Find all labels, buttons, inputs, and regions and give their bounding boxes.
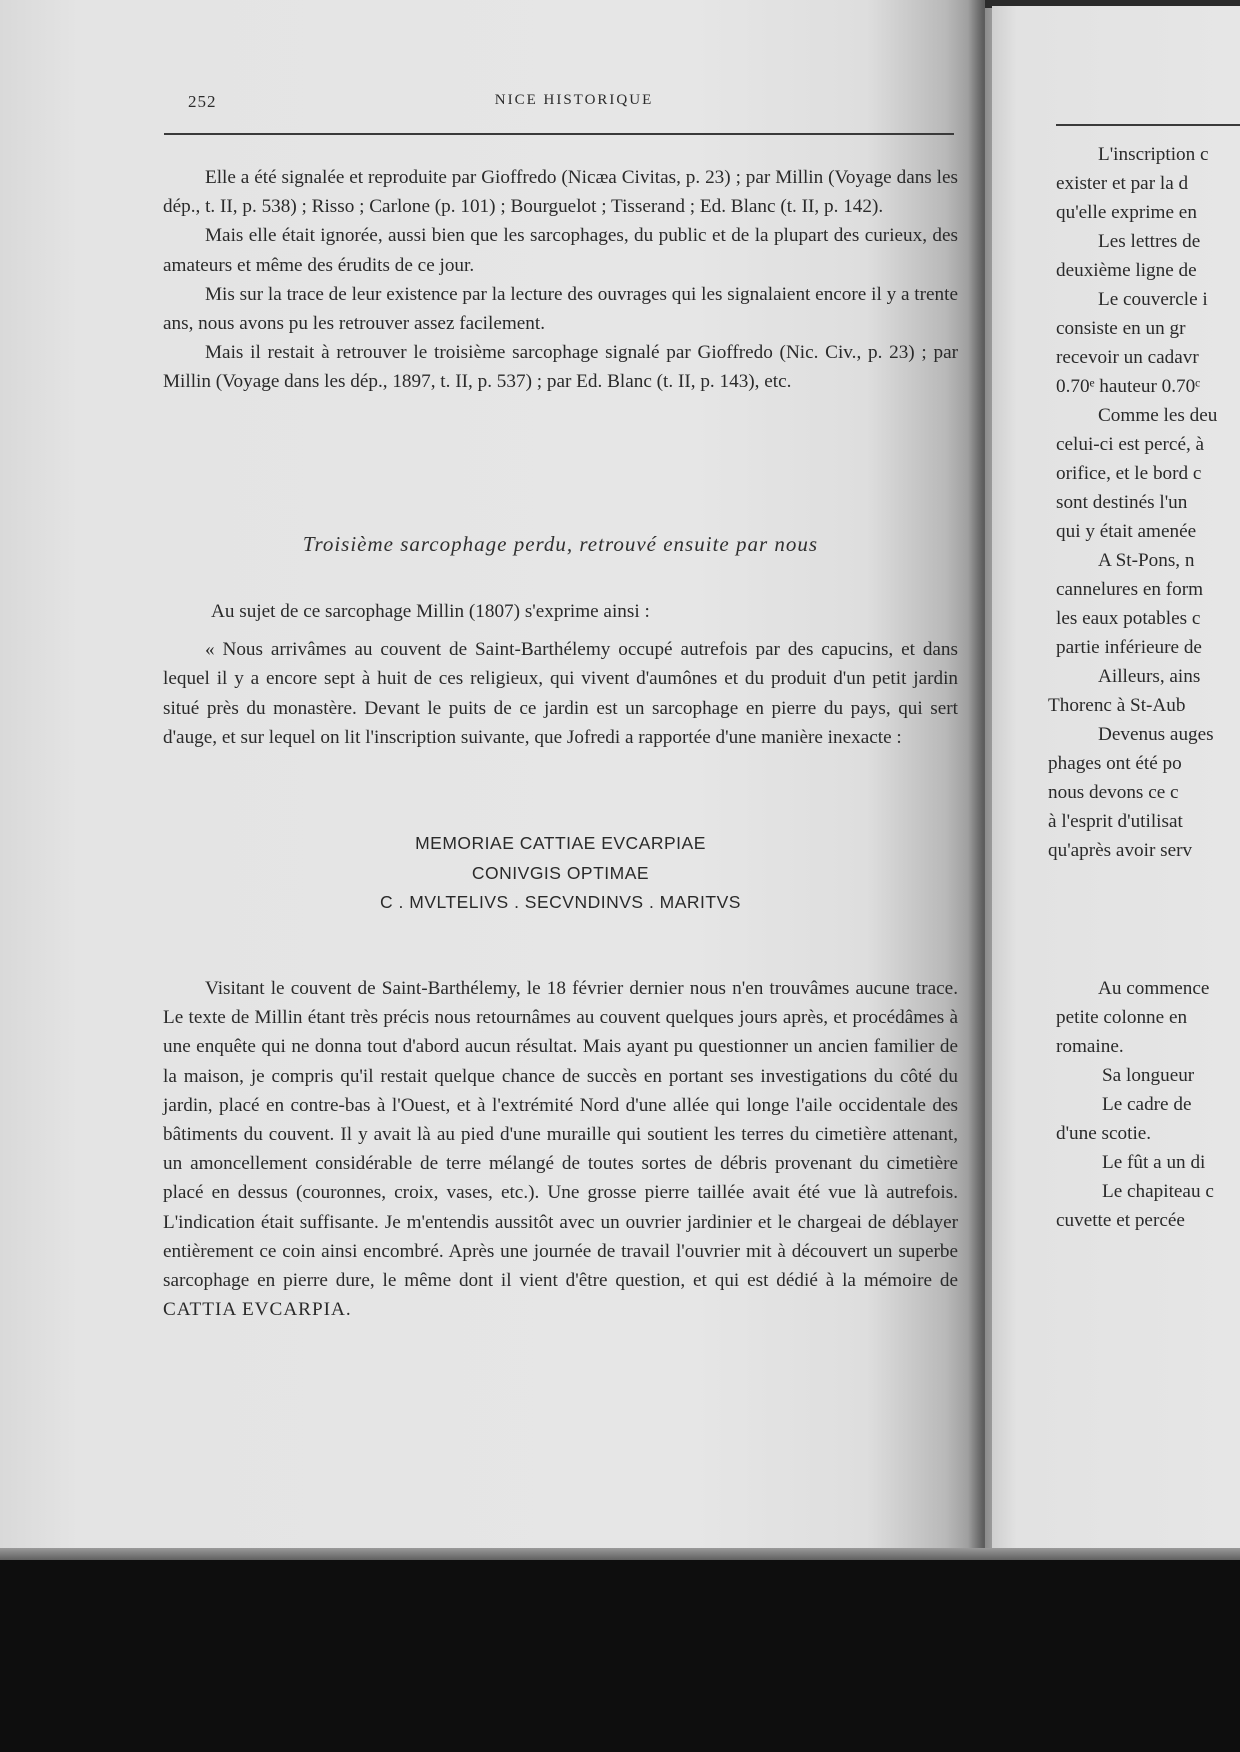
right-line: Ailleurs, ains bbox=[1098, 666, 1201, 687]
paragraph: Mais il restait à retrouver le troisième sarcophage signalé par Gioffredo (Nic. Civ., p. 23) ; par Millin (Voyage dans les dép., 1897, t. II, p. 537) ; par Ed. Blanc (t. II, p. 143), etc. bbox=[163, 342, 958, 393]
right-line: partie inférieure de bbox=[1056, 637, 1202, 658]
right-line: consiste en un gr bbox=[1056, 318, 1186, 339]
right-line: exister et par la d bbox=[1056, 173, 1189, 194]
right-line: recevoir un cadavr bbox=[1056, 347, 1199, 368]
paragraph bbox=[163, 974, 958, 1324]
page-number: 252 bbox=[188, 92, 217, 111]
middle-paragraphs bbox=[163, 597, 958, 752]
right-line: L'inscription c bbox=[1098, 144, 1209, 165]
right-line: Le cadre de bbox=[1102, 1094, 1192, 1115]
paragraph: Mis sur la trace de leur existence par la lecture des ouvrages qui les signalaient encore il y a trente ans, nous avons pu les retrouver assez facilement. bbox=[163, 283, 958, 335]
right-line: qui y était amenée bbox=[1056, 521, 1197, 542]
right-line: 0.70ᵉ hauteur 0.70ᶜ bbox=[1056, 376, 1201, 397]
scan-background bbox=[0, 1560, 1240, 1752]
right-line: Le fût a un di bbox=[1102, 1152, 1206, 1173]
right-line: Thorenc à St-Aub bbox=[1048, 695, 1186, 716]
right-line: d'une scotie. bbox=[1056, 1123, 1152, 1144]
dedicatee-name: CATTIA EVCARPIA. bbox=[163, 1299, 352, 1321]
header-rule bbox=[164, 133, 954, 135]
right-line: Les lettres de bbox=[1098, 231, 1201, 252]
inscription bbox=[163, 829, 958, 918]
right-line: Comme les deu bbox=[1098, 405, 1218, 426]
right-line: Le couvercle i bbox=[1098, 289, 1208, 310]
inscription-line: MEMORIAE CATTIAE EVCARPIAE bbox=[415, 833, 706, 853]
right-line: phages ont été po bbox=[1048, 753, 1182, 774]
section-heading: Troisième sarcophage perdu, retrouvé ensuite par nous bbox=[302, 532, 819, 556]
paragraph: Elle a été signalée et reproduite par Gioffredo (Nicæa Civitas, p. 23) ; par Millin (Voyage dans les dép., t. II, p. 538) ; Risso ; Carlone (p. 101) ; Bourguelot ; Tisserand ; Ed. Blanc (t. II, p. 142). bbox=[163, 167, 958, 218]
right-line: sont destinés l'un bbox=[1056, 492, 1188, 513]
right-line: les eaux potables c bbox=[1056, 608, 1201, 629]
inscription-line: CONIVGIS OPTIMAE bbox=[471, 862, 650, 883]
right-line: romaine. bbox=[1056, 1036, 1124, 1057]
right-line: celui-ci est percé, à bbox=[1056, 434, 1205, 455]
right-line: Devenus auges bbox=[1098, 724, 1214, 745]
right-line: nous devons ce c bbox=[1048, 782, 1179, 803]
running-title: NICE HISTORIQUE bbox=[494, 92, 654, 108]
right-line: Sa longueur bbox=[1102, 1065, 1195, 1086]
right-line: cannelures en form bbox=[1056, 579, 1204, 600]
paragraph: Mais elle était ignorée, aussi bien que les sarcophages, du public et de la plupart des curieux, des amateurs et même des érudits de ce jour. bbox=[163, 225, 958, 276]
right-line: qu'elle exprime en bbox=[1056, 202, 1197, 223]
inscription-line: C . MVLTELIVS . SECVNDINVS . MARITVS bbox=[380, 892, 741, 912]
paragraph-text: Visitant le couvent de Saint-Barthélemy, le 18 février dernier nous n'en trouvâmes aucune trace. Le texte de Millin étant très précis nous retournâmes au couvent quelques jours après, et procédâmes à une enquête qui ne donna tout d'abord aucun résultat. Mais ayant pu questionner un ancien familier de la maison, je compris qu'il restait quelque chance de succès en portant ses investigations du côté du jardin, placé en contre-bas à l'Ouest, et à l'extrémité Nord d'une allée qui longe l'aile occidentale des bâtiments du couvent. Il y avait là au pied d'une muraille qui soutient les terres du cimetière attenant, un amoncellement considérable de terre mélangé de toutes sortes de débris provenant du cimetière placé en dessus (couronnes, croix, vases, etc.). Une grosse pierre taillée avait été vue là autrefois. L'indication était suffisante. Je m'entendis aussitôt avec un ouvrier jardinier et le chargeai de déblayer entièrement ce coin ainsi encombré. Après une journée de travail l'ouvrier mit à découvert un superbe sarcophage en pierre dure, le même dont il vient d'être question, et qui est dédié à la mémoire de bbox=[163, 978, 958, 1292]
right-line: A St-Pons, n bbox=[1098, 550, 1195, 571]
bottom-paragraph bbox=[163, 974, 958, 1324]
right-line: qu'après avoir serv bbox=[1048, 840, 1193, 861]
right-line: Le chapiteau c bbox=[1102, 1181, 1214, 1202]
paragraph: Au sujet de ce sarcophage Millin (1807) s'exprime ainsi : bbox=[211, 601, 650, 622]
top-paragraphs bbox=[163, 163, 958, 397]
right-line: petite colonne en bbox=[1056, 1007, 1188, 1028]
right-page bbox=[992, 6, 1240, 1560]
page-header bbox=[188, 92, 960, 116]
right-line: deuxième ligne de bbox=[1056, 260, 1197, 281]
right-line: à l'esprit d'utilisat bbox=[1048, 811, 1183, 832]
right-line: orifice, et le bord c bbox=[1056, 463, 1202, 484]
right-page-rule bbox=[1056, 124, 1240, 126]
right-line: cuvette et percée bbox=[1056, 1210, 1185, 1231]
right-line: Au commence bbox=[1098, 978, 1210, 999]
quote-paragraph: « Nous arrivâmes au couvent de Saint-Barthélemy occupé autrefois par des capucins, et dans lequel il y a encore sept à huit de ces religieux, qui vivent d'aumônes et du produit d'un petit jardin situé près du monastère. Devant le puits de ce jardin est un sarcophage en pierre du pays, qui sert d'auge, et sur lequel on lit l'inscription suivante, que Jofredi a rapportée d'une manière inexacte : bbox=[163, 639, 958, 748]
